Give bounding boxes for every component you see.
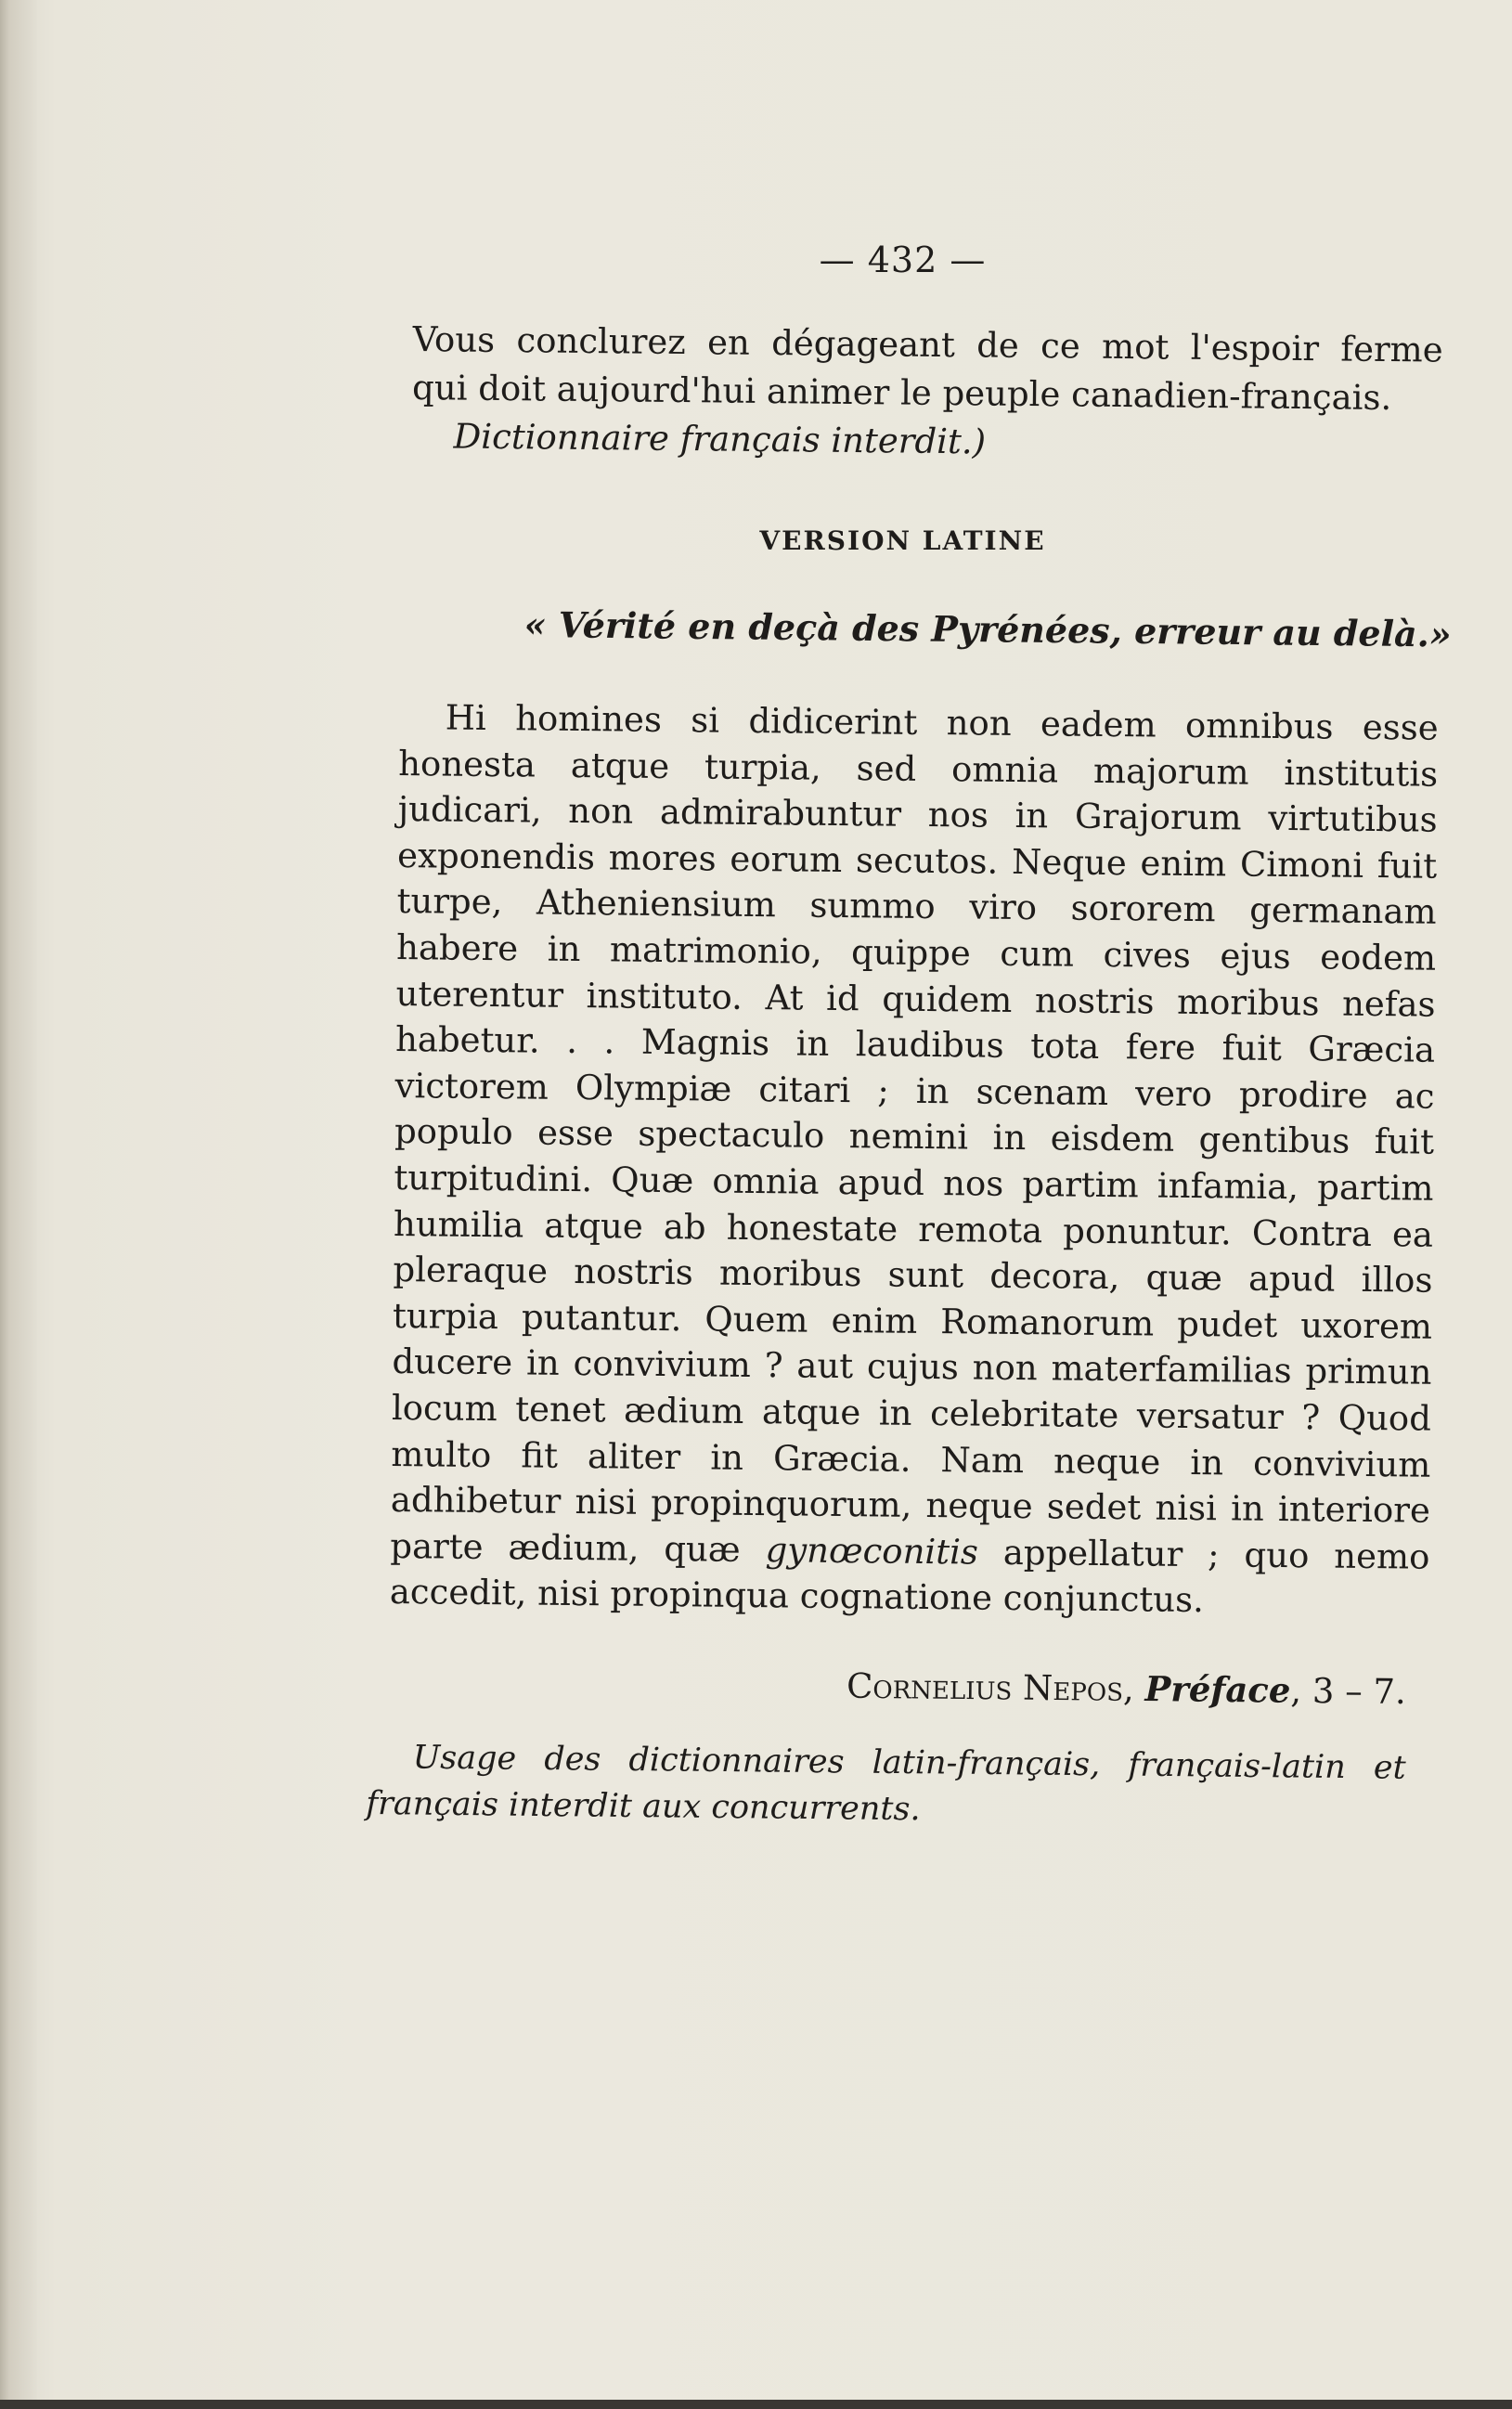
page-number: — 432 — [819, 240, 987, 280]
attribution-reference: , 3 – 7. [1290, 1670, 1406, 1712]
attribution-author: Cornelius Nepos [846, 1665, 1124, 1709]
latin-passage [390, 694, 1439, 1626]
passage-part-2: appellatur ; quo nemo accedit, nisi propinqua cognatione conjunctus. [389, 1532, 1430, 1621]
intro-source: Dictionnaire français interdit.) [453, 416, 987, 462]
intro-line-2: qui doit aujourd'hui animer le peuple canadien-français. [411, 367, 1392, 419]
attribution-separator: , [1122, 1668, 1135, 1709]
section-title: VERSION LATINE [759, 525, 1046, 556]
footnote-text: Usage des dictionnaires latin-français, français-latin et français interdit aux concurrents. [366, 1739, 1406, 1829]
attribution [376, 1660, 1406, 1712]
footnote [366, 1734, 1406, 1838]
attribution-work: Préface [1144, 1668, 1291, 1711]
motto: « Vérité en deçà des Pyrénées, erreur au delà.» [523, 603, 1452, 655]
gutter-shadow [0, 0, 37, 2409]
text-column [366, 0, 1452, 2409]
latin-passage-paragraph [390, 694, 1439, 1626]
passage-part-1: Hi homines si didicerint non eadem omnibus esse honesta atque turpia, sed omnia majorum institutis judicari, non admirabuntur nos in Grajorum virtutibus exponendis mores eorum secutos. Neque enim Cimoni fuit turpe, Atheniensium summo viro sororem germanam habere in matrimonio, quippe cum cives ejus eodem uterentur instituto. At id quidem nostris moribus nefas habetur. . . Magnis in laudibus tota fere fuit Græcia victorem Olympiæ citari ; in scenam vero prodire ac populo esse spectaculo nemini in eisdem gentibus fuit turpitudini. Quæ omnia apud nos partim infamia, partim humilia atque ab honestate remota ponuntur. Contra ea pleraque nostris moribus sunt decora, quæ apud illos turpia putantur. Quem enim Romanorum pudet uxorem ducere in convivium ? aut cujus non materfamilias primun locum tenet ædium atque in celebritate versatur ? Quod multo fit aliter in Græcia. Nam neque in convivium adhibetur nisi propinquorum, neque sedet nisi in interiore parte ædium, quæ [390, 697, 1439, 1570]
intro-line-1: Vous conclurez en dégageant de ce mot l'espoir ferme [412, 318, 1443, 370]
passage-term: gynœconitis [765, 1529, 979, 1573]
page-bottom-edge [0, 2400, 1512, 2409]
intro-paragraph [411, 316, 1443, 472]
